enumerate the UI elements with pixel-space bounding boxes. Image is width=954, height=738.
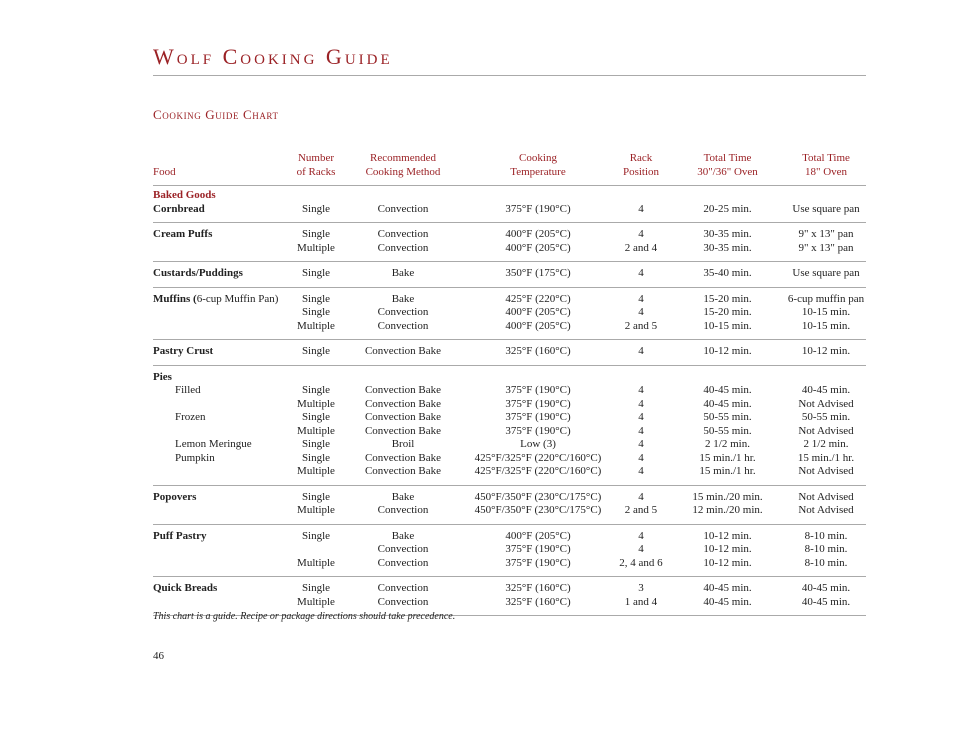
- cell-line: Single: [301, 411, 331, 423]
- cell-line: 375°F (190°C): [505, 543, 571, 555]
- cell-line: Bake: [391, 529, 415, 542]
- cell-line: 40-45 min.: [703, 397, 752, 410]
- cell-rack-position: [613, 287, 669, 340]
- cell-rack-position: [613, 262, 669, 288]
- cell-method: [343, 485, 463, 524]
- header-line: Cooking Method: [365, 165, 441, 178]
- table-row: [153, 524, 866, 577]
- food-name: [153, 530, 289, 544]
- cell-line: Convection: [377, 504, 429, 516]
- cell-time-30-36: [669, 524, 786, 577]
- cell-line: 15 min./1 hr.: [699, 465, 756, 477]
- cell-line: [343, 371, 463, 385]
- header-line: Position: [622, 165, 660, 178]
- table-row: [153, 365, 866, 485]
- cell-line: Convection: [377, 319, 429, 332]
- cell-racks: [289, 365, 343, 485]
- cell-line: 325°F (160°C): [505, 345, 571, 357]
- cell-line: 4: [638, 306, 644, 318]
- cell-food: [153, 485, 289, 524]
- cell-line: Bake: [391, 292, 415, 305]
- cell-line: Convection Bake: [364, 397, 442, 410]
- cell-line: Single: [301, 438, 331, 450]
- cell-line: Single: [301, 228, 331, 240]
- cell-line: 10-12 min.: [801, 345, 851, 357]
- cell-line: 400°F (205°C): [505, 241, 571, 254]
- cell-line: Convection: [377, 202, 429, 215]
- cell-food: [153, 577, 289, 616]
- cell-method: [343, 577, 463, 616]
- cell-line: [289, 543, 343, 557]
- cell-line: 375°F (190°C): [505, 556, 571, 569]
- cell-temperature: [463, 524, 613, 577]
- cell-line: 375°F (190°C): [505, 424, 571, 437]
- table-row: [153, 287, 866, 340]
- cell-rack-position: [613, 340, 669, 366]
- cell-time-18: [786, 524, 866, 577]
- cell-line: 15-20 min.: [703, 292, 752, 305]
- cell-line: 8-10 min.: [804, 543, 848, 555]
- cell-line: 4: [638, 490, 644, 503]
- cell-food: [153, 340, 289, 366]
- cell-line: 4: [638, 384, 644, 396]
- cell-line: 40-45 min.: [801, 384, 851, 396]
- cell-line: Single: [301, 529, 331, 542]
- cell-time-18: [786, 287, 866, 340]
- cell-line: 4: [638, 228, 644, 240]
- page-title: Wolf Cooking Guide: [153, 44, 393, 69]
- cell-line: Single: [301, 582, 331, 594]
- cell-method: [343, 287, 463, 340]
- cell-racks: [289, 524, 343, 577]
- cell-line: 4: [638, 397, 644, 410]
- cell-line: 50-55 min.: [703, 411, 752, 423]
- cell-rack-position: [613, 186, 669, 223]
- cell-line: Convection: [377, 556, 429, 569]
- cell-line: 6-cup muffin pan: [787, 292, 865, 305]
- cell-temperature: [463, 365, 613, 485]
- cell-method: [343, 262, 463, 288]
- cell-line: Convection: [377, 582, 429, 594]
- cell-line: 425°F (220°C): [505, 292, 571, 305]
- cell-time-18: [786, 186, 866, 223]
- cell-line: 375°F (190°C): [505, 384, 571, 396]
- cell-food: [153, 186, 289, 223]
- food-name: [153, 293, 289, 307]
- cell-line: Use square pan: [792, 202, 860, 215]
- table-row: [153, 577, 866, 616]
- food-label: Cornbread: [153, 202, 205, 215]
- cell-line: 10-15 min.: [801, 306, 851, 318]
- food-name: [153, 371, 289, 385]
- food-name: [153, 267, 289, 281]
- food-label: Popovers: [153, 490, 197, 503]
- cell-line: 4: [638, 267, 644, 279]
- food-label: Pumpkin: [175, 451, 215, 464]
- header-line: Recommended: [370, 152, 436, 164]
- cell-line: [786, 189, 866, 203]
- cell-line: 40-45 min.: [703, 384, 752, 396]
- cell-temperature: [463, 186, 613, 223]
- cell-line: Convection: [377, 543, 429, 555]
- food-name: [153, 504, 289, 518]
- cell-line: Single: [301, 345, 331, 357]
- food-name: [153, 491, 289, 505]
- cell-line: 4: [638, 543, 644, 555]
- cell-method: [343, 524, 463, 577]
- cell-time-18: [786, 365, 866, 485]
- cell-line: Broil: [391, 438, 415, 450]
- table-row: [153, 262, 866, 288]
- cell-line: Convection: [377, 241, 429, 254]
- cell-line: [289, 371, 343, 385]
- cell-line: 30-35 min.: [703, 241, 752, 254]
- cell-line: Multiple: [297, 319, 335, 332]
- food-name: [153, 398, 289, 412]
- cell-line: 10-15 min.: [801, 319, 851, 332]
- cell-line: 9" x 13" pan: [798, 228, 854, 240]
- cell-time-18: [786, 485, 866, 524]
- cell-rack-position: [613, 223, 669, 262]
- table-row: [153, 485, 866, 524]
- cell-temperature: [463, 262, 613, 288]
- cell-line: 2 and 5: [624, 504, 658, 516]
- cell-method: [343, 365, 463, 485]
- cell-line: 10-12 min.: [703, 345, 752, 357]
- cell-time-30-36: [669, 340, 786, 366]
- cell-line: [669, 371, 786, 385]
- cell-line: 40-45 min.: [703, 582, 752, 594]
- cell-racks: [289, 287, 343, 340]
- cell-line: 12 min./20 min.: [692, 504, 763, 516]
- cell-line: Single: [301, 292, 331, 305]
- cell-line: 425°F/325°F (220°C/160°C): [474, 451, 602, 464]
- food-name: [153, 465, 289, 479]
- cell-line: [613, 189, 669, 203]
- cell-line: Not Advised: [798, 465, 854, 477]
- cell-line: 10-12 min.: [703, 529, 752, 542]
- header-time-30-36: [669, 152, 786, 186]
- food-label: Puff Pastry: [153, 529, 207, 542]
- header-line: of Racks: [296, 165, 336, 178]
- cell-line: 15 min./1 hr.: [797, 451, 855, 464]
- cell-line: Use square pan: [792, 267, 860, 279]
- cell-line: Convection: [377, 228, 429, 240]
- cell-line: Single: [301, 267, 331, 279]
- food-name: [153, 228, 289, 242]
- page-number: 46: [153, 650, 164, 662]
- table-row: [153, 340, 866, 366]
- cell-line: 50-55 min.: [703, 424, 752, 437]
- cell-line: 400°F (205°C): [505, 306, 571, 318]
- cell-line: 30-35 min.: [703, 228, 752, 240]
- footnote: This chart is a guide. Recipe or package directions should take precedence.: [153, 611, 456, 622]
- food-label: Pastry Crust: [153, 345, 214, 357]
- cell-line: 9" x 13" pan: [798, 241, 854, 254]
- cell-rack-position: [613, 485, 669, 524]
- cell-time-30-36: [669, 577, 786, 616]
- cell-line: 2, 4 and 6: [619, 556, 663, 569]
- cell-method: [343, 340, 463, 366]
- food-name: [153, 582, 289, 596]
- cooking-guide-table: [153, 152, 866, 616]
- cell-line: Multiple: [297, 556, 335, 569]
- food-name: [153, 203, 289, 217]
- cell-line: Bake: [391, 490, 415, 503]
- cell-racks: [289, 262, 343, 288]
- header-line: Cooking: [519, 152, 557, 164]
- food-name: [153, 384, 289, 398]
- header-line: Number: [297, 152, 335, 164]
- cell-line: 4: [638, 438, 644, 450]
- cell-line: Single: [301, 451, 331, 464]
- cell-line: [463, 189, 613, 203]
- cell-line: Not Advised: [798, 397, 854, 410]
- cell-line: Multiple: [297, 424, 335, 437]
- header-line: Total Time: [802, 152, 850, 164]
- food-name: [153, 557, 289, 571]
- food-name: [153, 345, 289, 359]
- cell-line: 4: [638, 202, 644, 215]
- header-line: [153, 152, 289, 166]
- cell-line: 4: [638, 411, 644, 423]
- food-name: [153, 320, 289, 334]
- cell-line: [669, 189, 786, 203]
- food-name: [153, 411, 289, 425]
- cell-time-18: [786, 340, 866, 366]
- cell-line: 15-20 min.: [703, 306, 752, 318]
- cell-line: 4: [638, 465, 644, 477]
- cell-method: [343, 223, 463, 262]
- cell-line: Single: [301, 202, 331, 215]
- cell-line: Convection: [377, 595, 429, 608]
- cell-line: 2 and 5: [624, 319, 658, 332]
- cell-line: Convection Bake: [364, 345, 442, 357]
- cell-food: [153, 287, 289, 340]
- table-row: [153, 186, 866, 223]
- cell-racks: [289, 485, 343, 524]
- cell-line: Multiple: [297, 504, 335, 516]
- header-line: Food: [153, 165, 176, 178]
- cell-line: Bake: [391, 267, 415, 279]
- cell-line: Single: [301, 306, 331, 318]
- cell-line: Convection Bake: [364, 465, 442, 477]
- cell-line: 375°F (190°C): [505, 397, 571, 410]
- food-label: Pies: [153, 370, 172, 383]
- header-line: 18" Oven: [804, 165, 848, 178]
- header-time-18: [786, 152, 866, 186]
- cell-line: 4: [638, 424, 644, 437]
- cell-line: 4: [638, 529, 644, 542]
- cell-line: 8-10 min.: [804, 556, 848, 569]
- cell-rack-position: [613, 365, 669, 485]
- cell-time-30-36: [669, 262, 786, 288]
- cell-line: 40-45 min.: [801, 595, 851, 608]
- cell-line: 450°F/350°F (230°C/175°C): [474, 490, 602, 503]
- cell-line: Multiple: [297, 595, 335, 608]
- cell-time-18: [786, 223, 866, 262]
- cell-line: 10-12 min.: [703, 556, 752, 569]
- cell-line: 425°F/325°F (220°C/160°C): [474, 465, 602, 477]
- cell-line: 10-15 min.: [703, 319, 752, 332]
- cell-line: 20-25 min.: [703, 202, 752, 215]
- cell-temperature: [463, 577, 613, 616]
- cell-line: 450°F/350°F (230°C/175°C): [474, 504, 602, 516]
- section-title: Cooking Guide Chart: [153, 107, 279, 122]
- cell-time-30-36: [669, 223, 786, 262]
- food-name: [153, 425, 289, 439]
- cell-line: Multiple: [297, 397, 335, 410]
- cell-line: [463, 371, 613, 385]
- cell-line: Multiple: [297, 241, 335, 254]
- cell-food: [153, 223, 289, 262]
- cell-racks: [289, 577, 343, 616]
- cell-line: Not Advised: [798, 424, 854, 437]
- food-label: Quick Breads: [153, 582, 218, 594]
- cell-line: 4: [638, 345, 644, 357]
- food-name: [153, 242, 289, 256]
- cell-line: 15 min./1 hr.: [699, 451, 756, 464]
- cell-time-30-36: [669, 365, 786, 485]
- header-line: Temperature: [510, 165, 566, 178]
- food-name: [153, 306, 289, 320]
- cell-line: 400°F (205°C): [505, 529, 571, 542]
- cell-time-18: [786, 577, 866, 616]
- cell-line: 8-10 min.: [804, 529, 848, 542]
- cell-line: Not Advised: [798, 504, 854, 516]
- cell-line: 35-40 min.: [703, 267, 752, 279]
- food-name: [153, 596, 289, 610]
- cell-time-30-36: [669, 186, 786, 223]
- cell-temperature: [463, 340, 613, 366]
- cell-line: [289, 189, 343, 203]
- cell-line: Convection Bake: [364, 411, 442, 423]
- header-cooking-method: [343, 152, 463, 186]
- cell-line: [613, 371, 669, 385]
- cell-line: [343, 189, 463, 203]
- food-label: Lemon Meringue: [175, 438, 252, 450]
- cell-rack-position: [613, 524, 669, 577]
- cell-time-18: [786, 262, 866, 288]
- cell-line: 4: [638, 451, 644, 464]
- food-label: Muffins (: [153, 292, 197, 305]
- header-number-of-racks: [289, 152, 343, 186]
- table-header-row: [153, 152, 866, 186]
- cell-temperature: [463, 223, 613, 262]
- cell-line: 40-45 min.: [801, 582, 851, 594]
- header-temperature: [463, 152, 613, 186]
- cell-line: [786, 371, 866, 385]
- cell-line: 40-45 min.: [703, 595, 752, 608]
- cell-food: [153, 365, 289, 485]
- cell-line: Low (3): [520, 438, 556, 450]
- cell-line: Convection Bake: [364, 424, 442, 437]
- header-line: 30"/36" Oven: [697, 165, 758, 178]
- category-label: [153, 189, 289, 203]
- cell-food: [153, 524, 289, 577]
- cell-line: 400°F (205°C): [505, 228, 571, 240]
- header-rack-position: [613, 152, 669, 186]
- cell-line: 50-55 min.: [801, 411, 851, 423]
- cell-line: 15 min./20 min.: [692, 490, 763, 503]
- cell-temperature: [463, 287, 613, 340]
- food-note: 6-cup Muffin Pan): [196, 292, 279, 305]
- cell-line: 10-12 min.: [703, 543, 752, 555]
- cell-line: 2 and 4: [624, 241, 658, 254]
- header-food: [153, 152, 289, 186]
- cell-rack-position: [613, 577, 669, 616]
- cell-food: [153, 262, 289, 288]
- cell-line: 350°F (175°C): [505, 267, 571, 279]
- title-divider: [153, 75, 866, 76]
- cell-line: 3: [638, 582, 644, 594]
- header-line: Total Time: [703, 152, 752, 164]
- cell-line: 375°F (190°C): [505, 202, 571, 215]
- food-label: Filled: [175, 384, 201, 396]
- cell-line: Convection: [377, 306, 429, 318]
- cell-racks: [289, 340, 343, 366]
- food-label: Custards/Puddings: [153, 267, 243, 279]
- cell-line: 2 1/2 min.: [705, 438, 750, 450]
- cell-method: [343, 186, 463, 223]
- cell-line: Multiple: [297, 465, 335, 477]
- table-body: [153, 186, 866, 616]
- food-label: Baked Goods: [153, 189, 216, 201]
- cell-temperature: [463, 485, 613, 524]
- food-name: [153, 438, 289, 452]
- cell-line: 375°F (190°C): [505, 411, 571, 423]
- food-label: Frozen: [175, 411, 206, 423]
- cell-line: 4: [638, 292, 644, 305]
- cell-line: Single: [301, 384, 331, 396]
- food-label: Cream Puffs: [153, 228, 213, 240]
- cell-line: Single: [301, 490, 331, 503]
- cell-line: 2 1/2 min.: [803, 438, 849, 450]
- table-row: [153, 223, 866, 262]
- cell-line: Not Advised: [798, 490, 854, 503]
- cell-line: 400°F (205°C): [505, 319, 571, 332]
- cell-line: 1 and 4: [624, 595, 658, 608]
- cell-line: 325°F (160°C): [505, 582, 571, 594]
- cell-line: Convection Bake: [364, 451, 442, 464]
- cell-racks: [289, 223, 343, 262]
- cell-time-30-36: [669, 485, 786, 524]
- cell-line: 325°F (160°C): [505, 595, 571, 608]
- cell-time-30-36: [669, 287, 786, 340]
- header-line: Rack: [629, 152, 653, 164]
- food-name: [153, 452, 289, 466]
- cell-line: Convection Bake: [364, 384, 442, 396]
- cell-racks: [289, 186, 343, 223]
- food-name: [153, 543, 289, 557]
